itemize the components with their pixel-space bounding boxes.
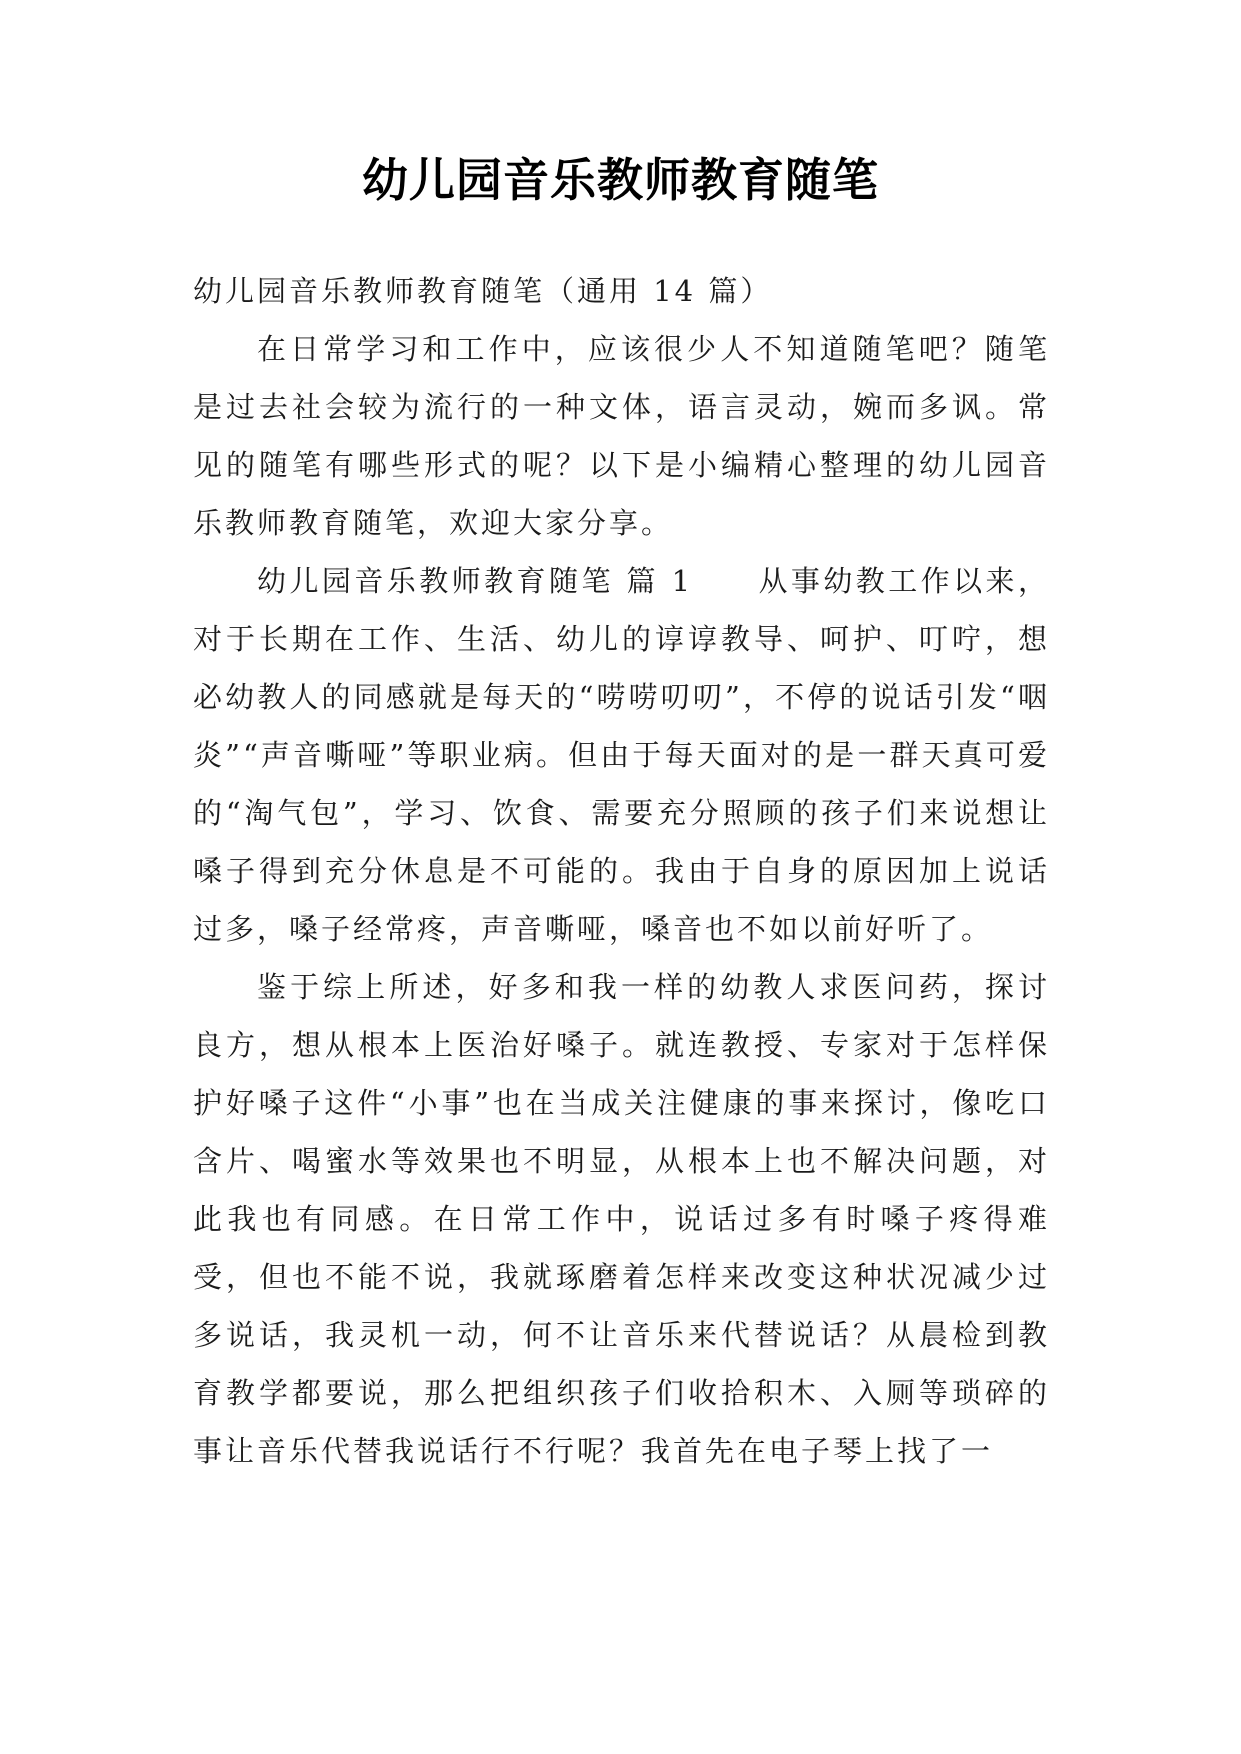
document-body bbox=[193, 262, 1050, 1480]
paragraph-article-1: 幼儿园音乐教师教育随笔 篇 1 从事幼教工作以来，对于长期在工作、生活、幼儿的谆谆教导、呵护、叮咛，想必幼教人的同感就是每天的“唠唠叨叨”，不停的说话引发“咽炎”“声音嘶哑”等职业病。但由于每天面对的是一群天真可爱的“淘气包”，学习、饮食、需要充分照顾的孩子们来说想让嗓子得到充分休息是不可能的。我由于自身的原因加上说话过多，嗓子经常疼，声音嘶哑，嗓音也不如以前好听了。 bbox=[193, 564, 1050, 946]
paragraph-article-1-continued: 鉴于综上所述，好多和我一样的幼教人求医问药，探讨良方，想从根本上医治好嗓子。就连教授、专家对于怎样保护好嗓子这件“小事”也在当成关注健康的事来探讨，像吃口含片、喝蜜水等效果也不明显，从根本上也不解决问题，对此我也有同感。在日常工作中，说话过多有时嗓子疼得难受，但也不能不说，我就琢磨着怎样来改变这种状况减少过多说话，我灵机一动，何不让音乐来代替说话？从晨检到教育教学都要说，那么把组织孩子们收拾积木、入厕等琐碎的事让音乐代替我说话行不行呢？我首先在电子琴上找了一 bbox=[193, 970, 1050, 1468]
document-title: 幼儿园音乐教师教育随笔 bbox=[362, 153, 879, 207]
paragraph-intro: 在日常学习和工作中，应该很少人不知道随笔吧？随笔是过去社会较为流行的一种文体，语言灵动，婉而多讽。常见的随笔有哪些形式的呢？以下是小编精心整理的幼儿园音乐教师教育随笔，欢迎大家分享。 bbox=[193, 332, 1050, 540]
document-subtitle: 幼儿园音乐教师教育随笔（通用 14 篇） bbox=[193, 274, 773, 308]
